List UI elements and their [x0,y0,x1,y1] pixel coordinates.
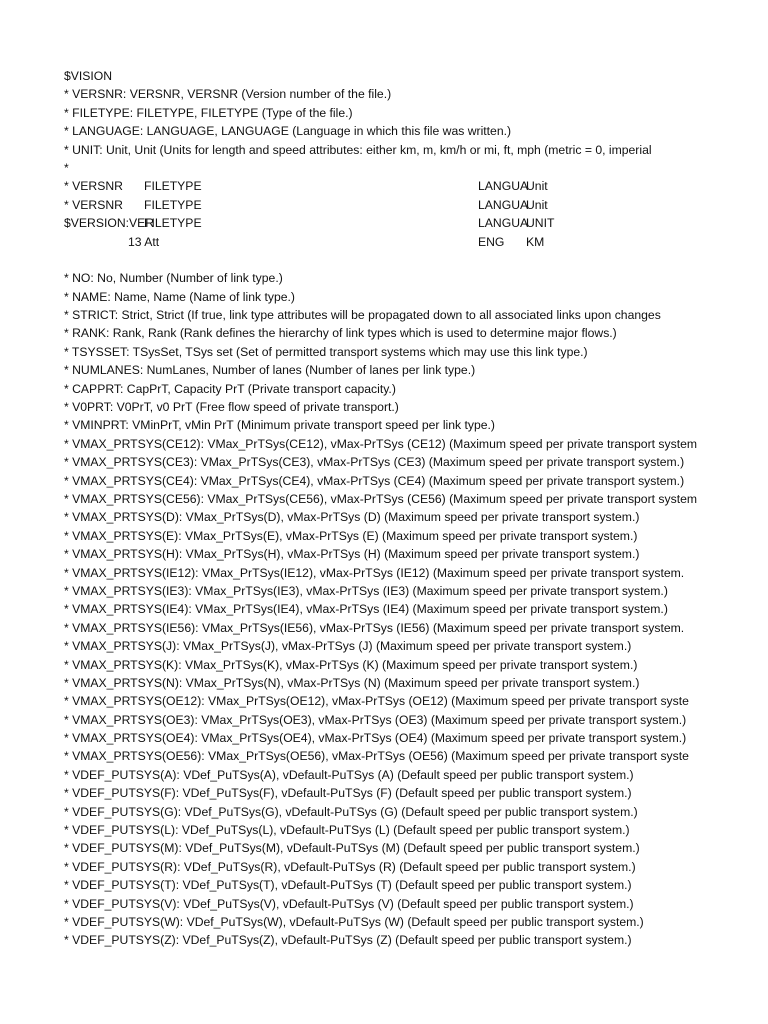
attribute-line: * VDEF_PUTSYS(R): VDef_PuTSys(R), vDefault-PuTSys (R) (Default speed per public transport system.) [64,859,636,874]
table-cell: FILETYPE [144,197,202,212]
header-line: * VERSNR: VERSNR, VERSNR (Version number of the file.) [64,87,392,102]
attribute-line: * VDEF_PUTSYS(T): VDef_PuTSys(T), vDefault-PuTSys (T) (Default speed per public transport system.) [64,878,632,893]
header-line: $VISION [64,69,113,83]
attribute-line: * NAME: Name, Name (Name of link type.) [64,289,295,304]
attribute-line: * VMAX_PRTSYS(OE56): VMax_PrTSys(OE56), vMax-PrTSys (OE56) (Maximum speed per private transport syste [64,749,689,764]
attribute-line: * VDEF_PUTSYS(M): VDef_PuTSys(M), vDefault-PuTSys (M) (Default speed per public transport system.) [64,841,640,856]
attribute-list [64,269,698,949]
document-sheet [64,67,698,957]
table-cell: ENG [478,234,505,249]
table-cell: Unit [526,179,548,194]
attribute-line: * CAPPRT: CapPrT, Capacity PrT (Private transport capacity.) [64,381,396,396]
header-line: * FILETYPE: FILETYPE, FILETYPE (Type of the file.) [64,105,353,120]
table-cell: FILETYPE [144,179,202,194]
attribute-line: * STRICT: Strict, Strict (If true, link type attributes will be propagated down to all associated links upon changes [64,308,661,323]
attribute-line: * VDEF_PUTSYS(F): VDef_PuTSys(F), vDefault-PuTSys (F) (Default speed per public transport system.) [64,786,632,801]
attribute-line: * VMAX_PRTSYS(IE56): VMax_PrTSys(IE56), vMax-PrTSys (IE56) (Maximum speed per private transport system. [64,620,685,635]
attribute-line: * VMAX_PRTSYS(CE3): VMax_PrTSys(CE3), vMax-PrTSys (CE3) (Maximum speed per private transport system.) [64,455,685,470]
attribute-line: * VMAX_PRTSYS(IE4): VMax_PrTSys(IE4), vMax-PrTSys (IE4) (Maximum speed per private transport system.) [64,602,668,617]
attribute-line: * NUMLANES: NumLanes, Number of lanes (Number of lanes per link type.) [64,363,476,378]
attribute-line: * VMAX_PRTSYS(K): VMax_PrTSys(K), vMax-PrTSys (K) (Maximum speed per private transport system.) [64,657,638,672]
table-cell: 13 Att [128,234,160,249]
attribute-line: * VMAX_PRTSYS(D): VMax_PrTSys(D), vMax-PrTSys (D) (Maximum speed per private transport system.) [64,510,640,525]
table-cell: Unit [526,197,548,212]
attribute-line: * VMAX_PRTSYS(H): VMax_PrTSys(H), vMax-PrTSys (H) (Maximum speed per private transport system.) [64,547,640,562]
attribute-line: * VMAX_PRTSYS(CE12): VMax_PrTSys(CE12), vMax-PrTSys (CE12) (Maximum speed per private transport system [64,436,698,451]
table-cell: LANGUA [478,197,529,212]
attribute-line: * VMAX_PRTSYS(N): VMax_PrTSys(N), vMax-PrTSys (N) (Maximum speed per private transport system.) [64,675,640,690]
attribute-line: * VMAX_PRTSYS(OE12): VMax_PrTSys(OE12), vMax-PrTSys (OE12) (Maximum speed per private transport syste [64,694,689,709]
attribute-line: * VMINPRT: VMinPrT, vMin PrT (Minimum private transport speed per link type.) [64,418,495,433]
attribute-line: * VMAX_PRTSYS(E): VMax_PrTSys(E), vMax-PrTSys (E) (Maximum speed per private transport system.) [64,528,638,543]
attribute-line: * VDEF_PUTSYS(A): VDef_PuTSys(A), vDefault-PuTSys (A) (Default speed per public transport system.) [64,767,634,782]
table-cell: KM [526,234,545,249]
attribute-line: * RANK: Rank, Rank (Rank defines the hierarchy of link types which is used to determine major flows.) [64,326,617,341]
attribute-line: * VMAX_PRTSYS(OE3): VMax_PrTSys(OE3), vMax-PrTSys (OE3) (Maximum speed per private transport system.) [64,712,687,727]
attribute-line: * TSYSSET: TSysSet, TSys set (Set of permitted transport systems which may use this link type.) [64,344,588,359]
table-cell: * VERSNR [64,179,123,194]
table-cell: LANGUA [478,216,529,231]
attribute-line: * VDEF_PUTSYS(G): VDef_PuTSys(G), vDefault-PuTSys (G) (Default speed per public transport system.) [64,804,638,819]
attribute-line: * VDEF_PUTSYS(L): VDef_PuTSys(L), vDefault-PuTSys (L) (Default speed per public transport system.) [64,823,630,838]
header-block [64,67,688,177]
attribute-line: * VDEF_PUTSYS(W): VDef_PuTSys(W), vDefault-PuTSys (W) (Default speed per public transport system.) [64,914,644,929]
header-line: * LANGUAGE: LANGUAGE, LANGUAGE (Language in which this file was written.) [64,124,512,139]
blank-line [64,251,688,269]
attribute-line: * NO: No, Number (Number of link type.) [64,271,283,286]
table-row [64,177,688,195]
attribute-line: * VDEF_PUTSYS(V): VDef_PuTSys(V), vDefault-PuTSys (V) (Default speed per public transport system.) [64,896,634,911]
table-cell: FILETYPE [144,216,202,231]
attribute-line: * VMAX_PRTSYS(J): VMax_PrTSys(J), vMax-PrTSys (J) (Maximum speed per private transport system.) [64,639,632,654]
attribute-line: * VMAX_PRTSYS(CE56): VMax_PrTSys(CE56), vMax-PrTSys (CE56) (Maximum speed per private transport system [64,491,698,506]
table-cell: $VERSION:VER [64,216,155,231]
table-row [64,214,688,232]
table-cell: LANGUA [478,179,529,194]
attribute-line: * VDEF_PUTSYS(Z): VDef_PuTSys(Z), vDefault-PuTSys (Z) (Default speed per public transport system.) [64,933,632,948]
table-cell: * VERSNR [64,197,123,212]
header-line: * [64,160,69,175]
table-cell: UNIT [526,216,555,231]
attribute-line: * VMAX_PRTSYS(CE4): VMax_PrTSys(CE4), vMax-PrTSys (CE4) (Maximum speed per private transport system.) [64,473,685,488]
version-table [64,177,688,251]
attribute-line: * VMAX_PRTSYS(IE12): VMax_PrTSys(IE12), vMax-PrTSys (IE12) (Maximum speed per private transport system. [64,565,685,580]
table-row [64,196,688,214]
attribute-line: * V0PRT: V0PrT, v0 PrT (Free flow speed of private transport.) [64,400,399,415]
header-line: * UNIT: Unit, Unit (Units for length and speed attributes: either km, m, km/h or mi, ft, mph (metric = 0, imperial [64,142,652,157]
table-row [64,233,688,251]
attribute-line: * VMAX_PRTSYS(OE4): VMax_PrTSys(OE4), vMax-PrTSys (OE4) (Maximum speed per private transport system.) [64,731,687,746]
attribute-line: * VMAX_PRTSYS(IE3): VMax_PrTSys(IE3), vMax-PrTSys (IE3) (Maximum speed per private transport system.) [64,583,668,598]
